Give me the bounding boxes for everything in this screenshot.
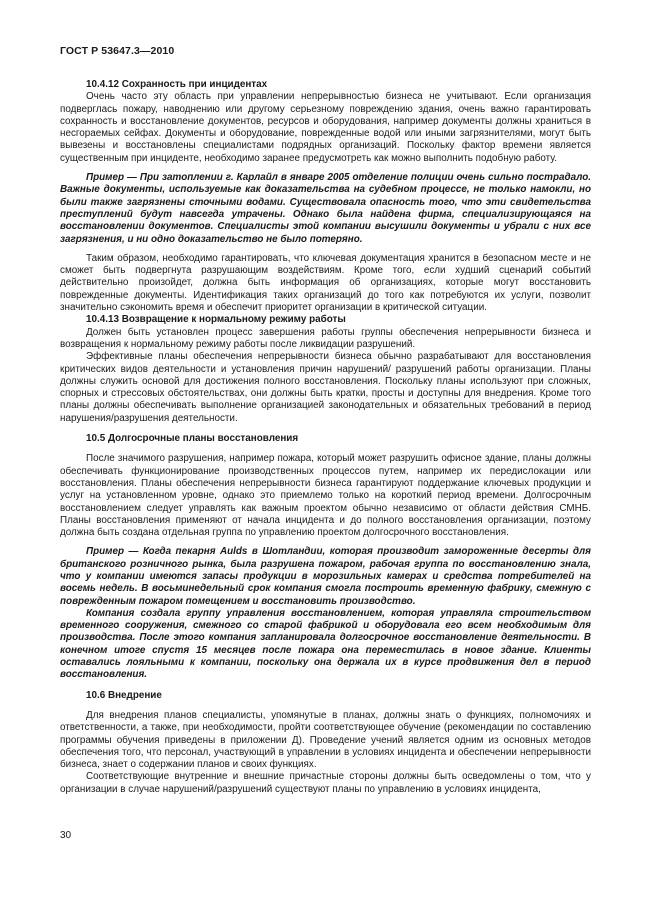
example-paragraph: Компания создала группу управления восстановлением, которая управляла строительством временного сооружения, смежного со старой фабрикой и оборудовала его всем необходимым для производства. После этого компания запланировала долгосрочное восстановление деятельности. В конечном итоге спустя 15 месяцев после пожара она переместилась в новое здание. Клиенты оставались лояльными к компании, поскольку она держала их в курсе продвижения дел в период восстановления.: [60, 607, 591, 681]
example-paragraph: Пример — При затоплении г. Карлайл в январе 2005 отделение полиции очень сильно пострадало. Важные документы, используемые как доказательства на судебном процессе, не только намокли, но были также загрязнены сточными водами. Существовала опасность того, что эти свидетельства преступлений будут навсегда утрачены. Однако была найдена фирма, специализирующаяся на восстановлении документов. Специалисты этой компании высушили документы и убрали с них все загрязнения, и ни одно доказательство не было потеряно.: [60, 172, 591, 245]
paragraph: Для внедрения планов специалисты, упомянутые в планах, должны знать о функциях, полномочиях и ответственности, а также, при необходимости, пройти соответствующее обучение (рекомендации по составлению программы обучения приведены в приложении Д). Проведение учений является одним из основных методов обеспечения того, что персонал, участвующий в управлении в условиях инцидента и обеспечении непрерывности бизнеса, знает о содержании планов и своих функциях.: [60, 709, 591, 771]
paragraph: Очень часто эту область при управлении непрерывностью бизнеса не учитывают. Если организация подверглась пожару, наводнению или другому серьезному повреждению здания, очень важно гарантировать сохранность и восстановление документов, ресурсов и оборудования, например документы должны храниться в несгораемых сейфах. Документы и оборудование, поврежденные водой или иными загрязнителями, могут быть вывезены и восстановлены специалистами подрядных организаций. Поскольку фактор времени является существенным при инциденте, необходимо заранее предусмотреть как можно выполнить подобную работу.: [60, 91, 591, 164]
paragraph: Таким образом, необходимо гарантировать, что ключевая документация хранится в безопасном месте и не сможет быть подвергнута разрушающим воздействиям. Кроме того, если худший сценарий событий действительно произойдет, должна быть информация об организациях, которые могут восстановить поврежденные документы. Идентификация таких организаций до того как потребуются их услуги, позволит значительно сэкономить время и обеспечит приоритет организации в критической ситуации.: [60, 252, 591, 314]
paragraph: Соответствующие внутренние и внешние причастные стороны должны быть осведомлены о том, что у организации в случае нарушений/разрушений существуют планы по управлению в условиях инцидента,: [60, 771, 591, 795]
section-heading-10-4-12: 10.4.12 Сохранность при инцидентах: [86, 79, 268, 90]
section-heading-10-6: 10.6 Внедрение: [86, 689, 162, 701]
document-header: ГОСТ Р 53647.3—2010: [60, 45, 175, 57]
page-number: 30: [60, 830, 72, 841]
page-content: [60, 79, 591, 796]
paragraph: Эффективные планы обеспечения непрерывности бизнеса обычно разрабатывают для восстановления критических видов деятельности и установления причин нарушений/ разрушений работы организации. Планы должны служить основой для достижения полного восстановления. Поскольку планы используют при сложных, спорных и стрессовых обстоятельствах, они должны быть кратки, просты и доступны для внедрения. Кроме того планы должны обеспечивать выполнение организацией законодательных и обязательных требований в период нарушения/разрушения деятельности.: [60, 351, 591, 424]
section-heading-10-4-13: 10.4.13 Возвращение к нормальному режиму работы: [86, 314, 346, 326]
example-paragraph: Пример — Когда пекарня Aulds в Шотландии, которая производит замороженные десерты для британского розничного рынка, была разрушена пожаром, рабочая группа по восстановлению знала, что у компании имеются запасы продукции в морозильных камерах и средства потребителей на восемь недель. В восьминедельный срок компания смогла построить временную фабрику, смежную с поврежденным пожаром помещением и восстановить производство.: [60, 546, 591, 607]
paragraph: После значимого разрушения, например пожара, который может разрушить офисное здание, планы должны обеспечивать функционирование производственных процессов путем, например их передислокации или восстановления. Планы обеспечения непрерывности бизнеса гарантируют поддержание ключевых продукции и услуг на установленном уровне, однако это приемлемо только на короткий период времени. Долгосрочным восстановлением следует управлять как важным проектом обычно независимо от области действия СМНБ. Планы восстановления применяют от начала инцидента и до полного восстановления организации, поэтому должна быть создана отдельная группа по управлению проектом долгосрочного восстановления.: [60, 453, 591, 539]
paragraph: Должен быть установлен процесс завершения работы группы обеспечения непрерывности бизнеса и возвращения к нормальному режиму работы после ликвидации разрушений.: [60, 326, 591, 350]
section-heading-10-5: 10.5 Долгосрочные планы восстановления: [86, 433, 299, 445]
